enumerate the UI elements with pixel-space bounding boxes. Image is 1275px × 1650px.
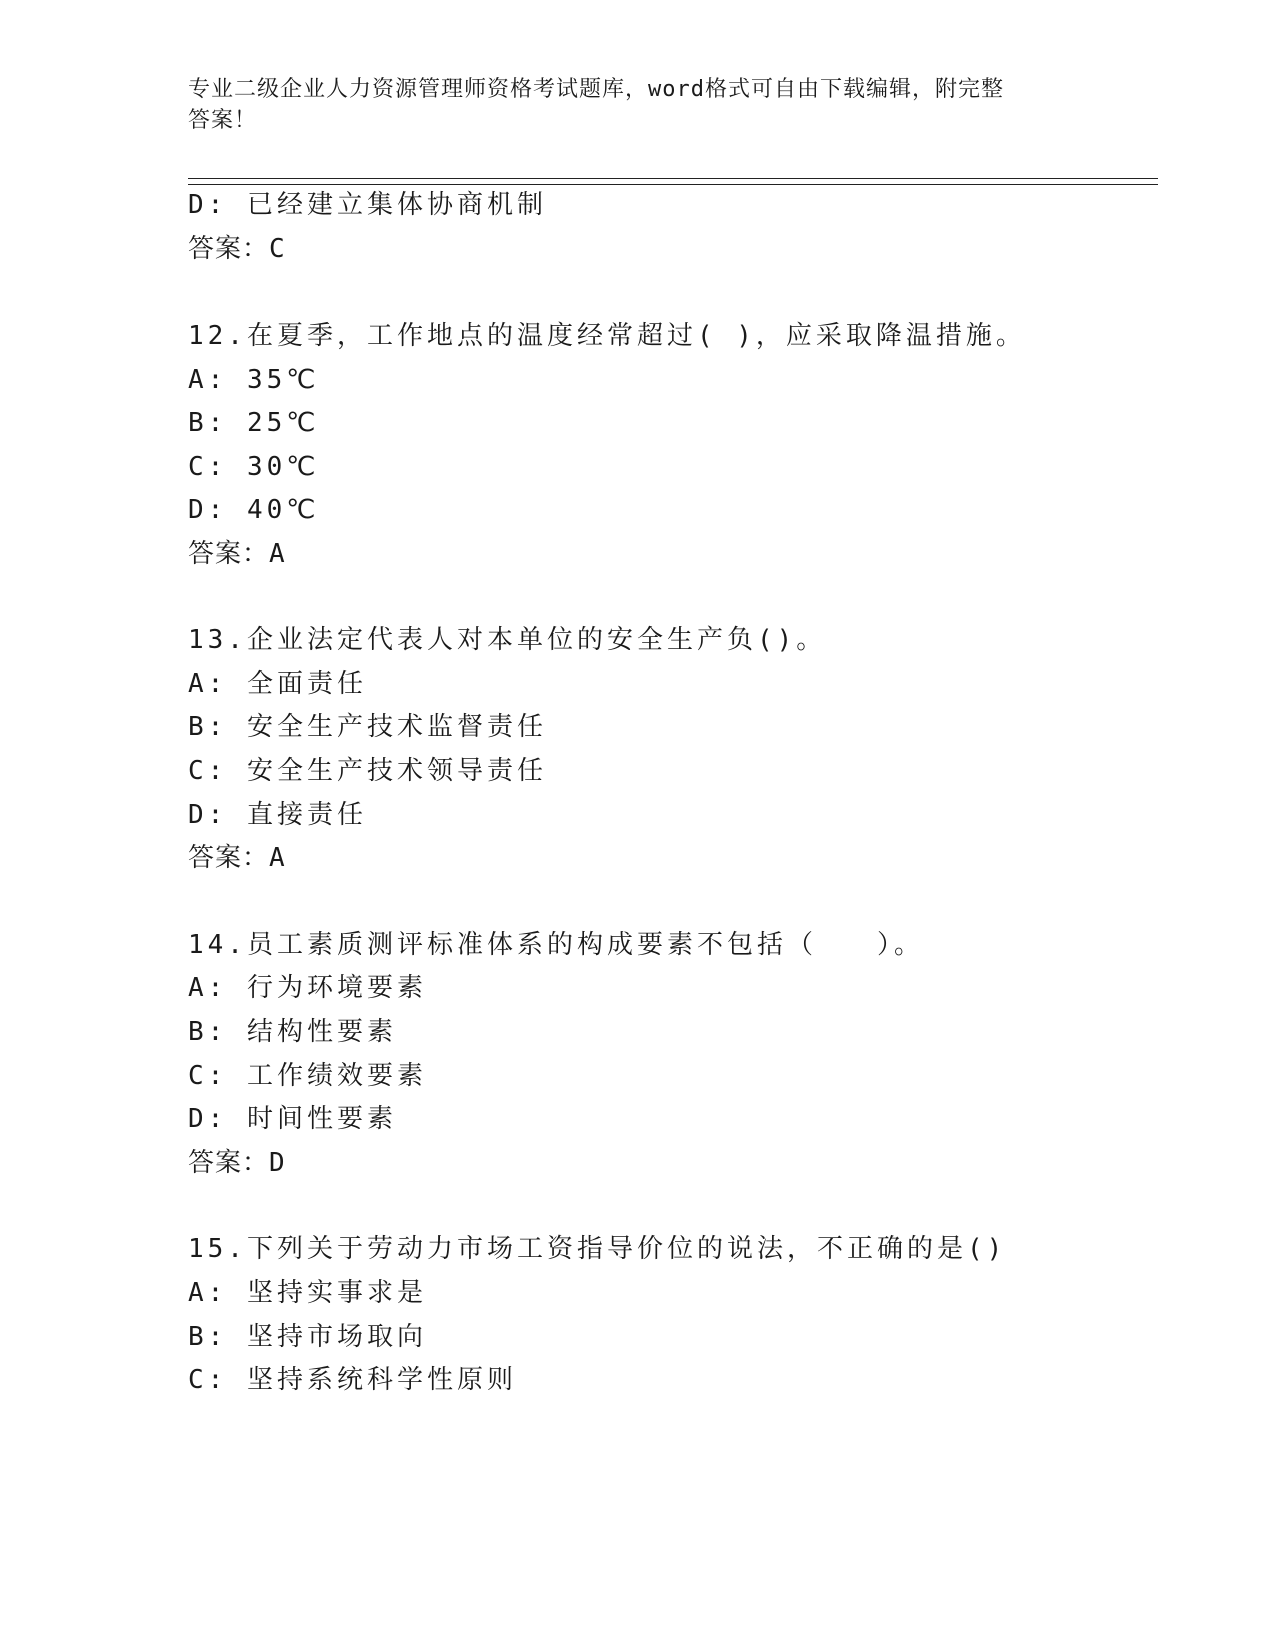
question-12-option-a: A: 35℃ — [188, 365, 320, 395]
question-15-option-a: A: 坚持实事求是 — [188, 1278, 427, 1308]
question-15-stem: 15.下列关于劳动力市场工资指导价位的说法，不正确的是() — [188, 1234, 1007, 1264]
question-15-option-c: C: 坚持系统科学性原则 — [188, 1365, 517, 1395]
question-12-stem: 12.在夏季，工作地点的温度经常超过( )，应采取降温措施。 — [188, 321, 1026, 351]
question-13-option-b: B: 安全生产技术监督责任 — [188, 712, 547, 742]
header-line-2: 答案！ — [188, 108, 258, 133]
question-13-option-a: A: 全面责任 — [188, 669, 367, 699]
question-14-option-b: B: 结构性要素 — [188, 1017, 397, 1047]
header-divider-top — [188, 178, 1158, 179]
question-13-option-c: C: 安全生产技术领导责任 — [188, 756, 547, 786]
question-13-stem: 13.企业法定代表人对本单位的安全生产负()。 — [188, 625, 827, 655]
question-12-answer: 答案：A — [188, 539, 286, 569]
document-header — [188, 74, 1088, 136]
header-divider-bottom — [188, 184, 1158, 185]
question-13-option-d: D: 直接责任 — [188, 800, 367, 830]
question-14-option-d: D: 时间性要素 — [188, 1104, 397, 1134]
prev-answer: 答案：C — [188, 234, 286, 264]
question-14-stem: 14.员工素质测评标准体系的构成要素不包括（ ）。 — [188, 930, 924, 960]
header-line-1: 专业二级企业人力资源管理师资格考试题库，word格式可自由下载编辑，附完整 — [188, 77, 1004, 102]
question-12-option-d: D: 40℃ — [188, 495, 320, 525]
question-14-option-c: C: 工作绩效要素 — [188, 1061, 427, 1091]
question-12-option-b: B: 25℃ — [188, 408, 320, 438]
prev-option-d: D: 已经建立集体协商机制 — [188, 190, 547, 220]
question-14-option-a: A: 行为环境要素 — [188, 973, 427, 1003]
question-15-option-b: B: 坚持市场取向 — [188, 1322, 427, 1352]
question-12-option-c: C: 30℃ — [188, 452, 320, 482]
question-13-answer: 答案：A — [188, 843, 286, 873]
question-14-answer: 答案：D — [188, 1148, 286, 1178]
